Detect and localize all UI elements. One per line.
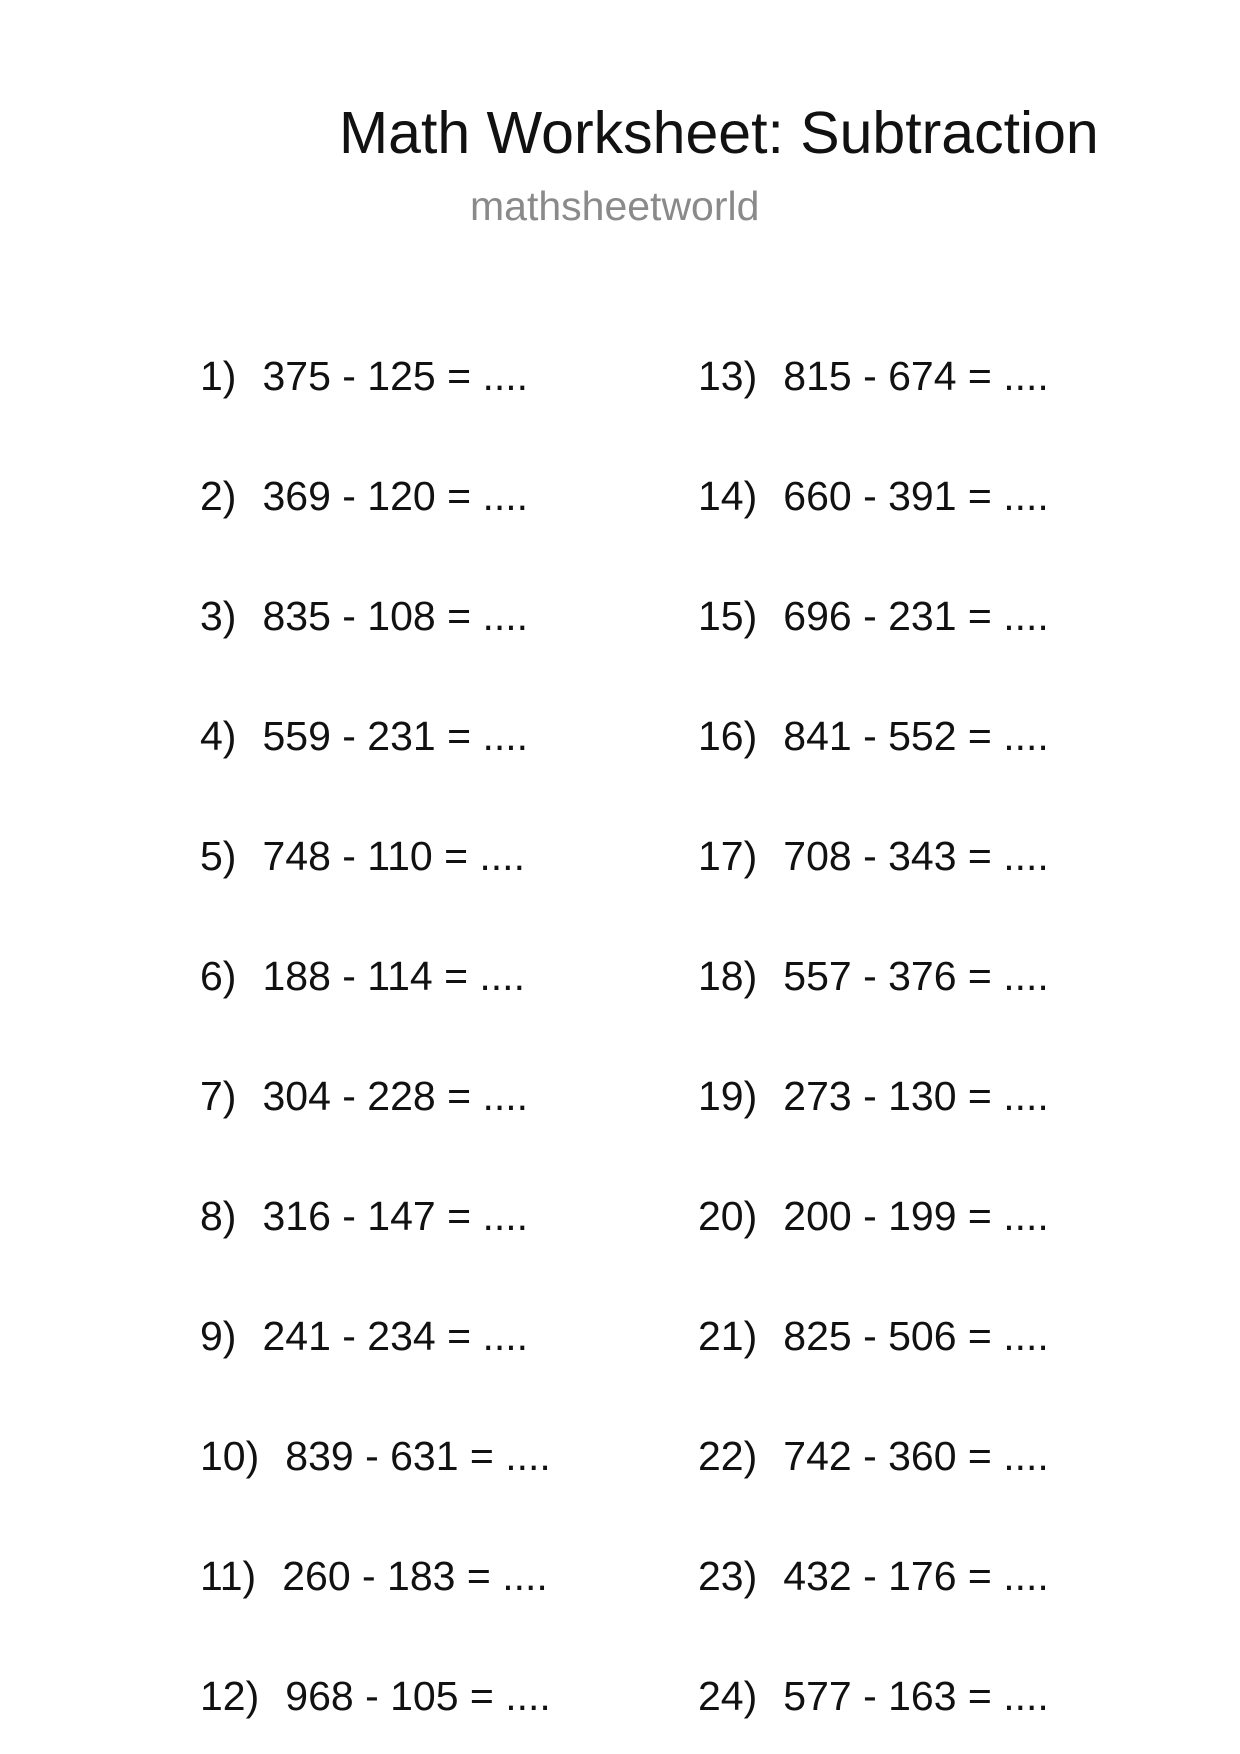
problem-18 — [698, 951, 1049, 1001]
problem-expression: 260 - 183 = .... — [282, 1553, 548, 1599]
problem-number: 22) — [698, 1433, 758, 1479]
problem-expression: 841 - 552 = .... — [783, 713, 1049, 759]
problem-20 — [698, 1191, 1049, 1241]
problem-expression: 968 - 105 = .... — [285, 1673, 551, 1719]
problem-19 — [698, 1071, 1049, 1121]
problem-number: 21) — [698, 1313, 758, 1359]
problem-7 — [200, 1071, 528, 1121]
problem-number: 4) — [200, 713, 237, 759]
problem-number: 12) — [200, 1673, 260, 1719]
problem-expression: 660 - 391 = .... — [783, 473, 1049, 519]
problem-number: 5) — [200, 833, 237, 879]
problem-15 — [698, 591, 1049, 641]
problem-16 — [698, 711, 1049, 761]
problem-4 — [200, 711, 528, 761]
problem-number: 15) — [698, 593, 758, 639]
problem-17 — [698, 831, 1049, 881]
worksheet-subtitle: mathsheetworld — [470, 183, 760, 229]
problem-8 — [200, 1191, 528, 1241]
worksheet-title: Math Worksheet: Subtraction — [339, 100, 1099, 166]
problem-expression: 432 - 176 = .... — [783, 1553, 1049, 1599]
problem-21 — [698, 1311, 1049, 1361]
problem-24 — [698, 1671, 1049, 1721]
problem-number: 8) — [200, 1193, 237, 1239]
problem-expression: 748 - 110 = .... — [262, 833, 525, 879]
problem-number: 18) — [698, 953, 758, 999]
problem-number: 3) — [200, 593, 237, 639]
problem-number: 19) — [698, 1073, 758, 1119]
problem-3 — [200, 591, 528, 641]
problem-number: 24) — [698, 1673, 758, 1719]
problem-expression: 188 - 114 = .... — [262, 953, 525, 999]
problem-number: 16) — [698, 713, 758, 759]
problem-expression: 375 - 125 = .... — [262, 353, 529, 399]
problem-number: 17) — [698, 833, 758, 879]
problem-expression: 241 - 234 = .... — [262, 1313, 529, 1359]
problem-expression: 696 - 231 = .... — [783, 593, 1049, 639]
problem-expression: 273 - 130 = .... — [783, 1073, 1049, 1119]
problem-12 — [200, 1671, 551, 1721]
problem-expression: 559 - 231 = .... — [262, 713, 529, 759]
problem-expression: 742 - 360 = .... — [783, 1433, 1049, 1479]
problem-14 — [698, 471, 1049, 521]
problem-expression: 577 - 163 = .... — [783, 1673, 1049, 1719]
problem-5 — [200, 831, 525, 881]
problem-2 — [200, 471, 528, 521]
problem-number: 6) — [200, 953, 237, 999]
problem-number: 11) — [200, 1553, 257, 1599]
problem-expression: 708 - 343 = .... — [783, 833, 1049, 879]
problem-9 — [200, 1311, 528, 1361]
problem-expression: 825 - 506 = .... — [783, 1313, 1049, 1359]
problem-10 — [200, 1431, 551, 1481]
problem-number: 10) — [200, 1433, 260, 1479]
problem-expression: 839 - 631 = .... — [285, 1433, 551, 1479]
problem-1 — [200, 351, 528, 401]
problem-expression: 304 - 228 = .... — [262, 1073, 529, 1119]
problem-13 — [698, 351, 1049, 401]
problem-6 — [200, 951, 525, 1001]
problem-number: 7) — [200, 1073, 237, 1119]
problem-number: 23) — [698, 1553, 758, 1599]
problem-expression: 815 - 674 = .... — [783, 353, 1049, 399]
problem-number: 2) — [200, 473, 237, 519]
problem-11 — [200, 1551, 548, 1601]
problem-23 — [698, 1551, 1049, 1601]
problem-expression: 557 - 376 = .... — [783, 953, 1049, 999]
problem-number: 20) — [698, 1193, 758, 1239]
problem-expression: 200 - 199 = .... — [783, 1193, 1049, 1239]
problem-expression: 369 - 120 = .... — [262, 473, 529, 519]
problem-22 — [698, 1431, 1049, 1481]
problem-number: 13) — [698, 353, 758, 399]
problem-expression: 316 - 147 = .... — [262, 1193, 529, 1239]
problem-number: 9) — [200, 1313, 237, 1359]
problem-expression: 835 - 108 = .... — [262, 593, 529, 639]
problem-number: 14) — [698, 473, 758, 519]
problem-number: 1) — [200, 353, 237, 399]
